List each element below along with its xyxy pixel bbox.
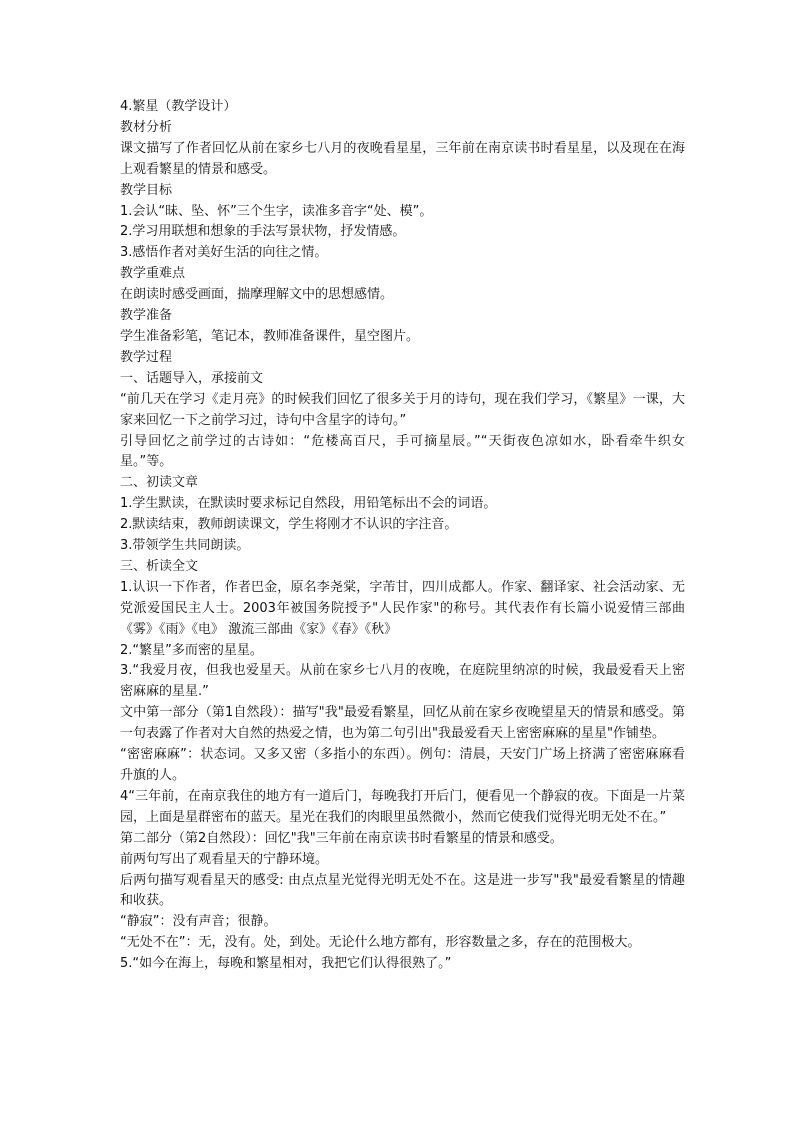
paragraph: 在朗读时感受画面，揣摩理解文中的思想感情。 — [120, 287, 394, 303]
paragraph: 文中第一部分（第1自然段）：描写"我"最爱看繁星，回忆从前在家乡夜晚望星天的情景和感受。第一句表露了作者对大自然的热爱之情，也为第二句引出"我最爱看天上密密麻麻的星星"作铺垫。 — [120, 705, 685, 742]
paragraph: 2.默读结束，教师朗读课文，学生将刚才不认识的字注音。 — [120, 517, 458, 533]
section-heading: 教学过程 — [120, 349, 173, 365]
paragraph: 引导回忆之前学过的古诗如：“危楼高百尺，手可摘星辰。”“天街夜色凉如水，卧看牵牛织女星。”等。 — [120, 433, 685, 470]
paragraph: 3.带领学生共同朗读。 — [120, 538, 250, 554]
paragraph: 3.“我爱月夜，但我也爱星天。从前在家乡七八月的夜晚，在庭院里纳凉的时候，我最爱看天上密密麻麻的星星.” — [120, 663, 685, 700]
document-page — [120, 97, 685, 975]
section-heading: 三、析读全文 — [120, 558, 199, 574]
paragraph: 1.认识一下作者，作者巴金，原名李尧棠，字芾甘，四川成都人。作家、翻译家、社会活动家、无党派爱国民主人士。2003年被国务院授予"人民作家"的称号。其代表作有长篇小说爱情三部曲《雾》《雨》《电》 激流三部曲《家》《春》《秋》 — [120, 579, 685, 637]
paragraph: 3.感悟作者对美好生活的向往之情。 — [120, 245, 328, 261]
paragraph: 2.学习用联想和想象的手法写景状物，抒发情感。 — [120, 224, 406, 240]
section-heading: 一、话题导入，承接前文 — [120, 370, 264, 386]
paragraph: 5.“如今在海上，每晚和繁星相对，我把它们认得很熟了。” — [120, 956, 452, 972]
paragraph: 后两句描写观看星天的感受: 由点点星光觉得光明无处不在。这是进一步写"我"最爱看繁星的情趣和收获。 — [120, 872, 685, 909]
paragraph: “无处不在”：无，没有。处，到处。无论什么地方都有，形容数量之多，存在的范围极大。 — [120, 935, 641, 951]
section-heading: 教材分析 — [120, 119, 173, 135]
paragraph: “密密麻麻”：状态词。又多又密（多指小的东西）。例句：清晨，天安门广场上挤满了密密麻麻看升旗的人。 — [120, 747, 685, 783]
paragraph: “静寂”：没有声音；很静。 — [120, 914, 277, 930]
section-heading: 教学准备 — [120, 308, 173, 324]
document-title: 4.繁星（教学设计） — [120, 99, 237, 114]
section-heading: 教学目标 — [120, 182, 173, 198]
section-heading: 二、初读文章 — [120, 475, 199, 491]
paragraph: 前两句写出了观看星天的宁静环境。 — [120, 851, 329, 867]
paragraph: 课文描写了作者回忆从前在家乡七八月的夜晚看星星，三年前在南京读书时看星星，以及现在在海上观看繁星的情景和感受。 — [120, 140, 685, 177]
paragraph: 4“三年前，在南京我住的地方有一道后门，每晚我打开后门，便看见一个静寂的夜。下面是一片菜园，上面是星群密布的蓝天。星光在我们的肉眼里虽然微小，然而它使我们觉得光明无处不在。” — [120, 788, 685, 825]
paragraph: 学生准备彩笔，笔记本，教师准备课件，星空图片。 — [120, 328, 420, 344]
paragraph: 第二部分（第2自然段）：回忆"我"三年前在南京读书时看繁星的情景和感受。 — [120, 830, 563, 846]
section-heading: 教学重难点 — [120, 266, 186, 282]
paragraph: “前几天在学习《走月亮》的时候我们回忆了很多关于月的诗句，现在我们学习，《繁星》一课，大家来回忆一下之前学习过，诗句中含星字的诗句。” — [120, 391, 685, 428]
paragraph: 1.学生默读，在默读时要求标记自然段，用铅笔标出不会的词语。 — [120, 496, 497, 512]
paragraph: 1.会认“昧、坠、怀”三个生字，读准多音字“处、模”。 — [120, 203, 433, 219]
paragraph: 2.“繁星”多而密的星星。 — [120, 642, 263, 658]
